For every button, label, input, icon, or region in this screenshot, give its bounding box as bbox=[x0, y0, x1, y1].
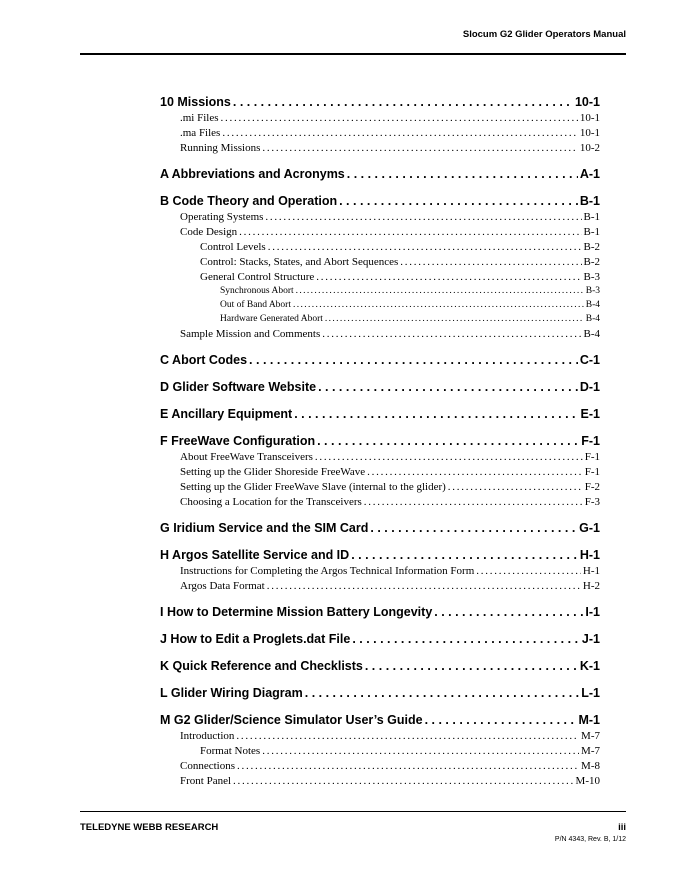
toc-entry-title: Hardware Generated Abort bbox=[220, 314, 323, 324]
toc-entry-page: F-1 bbox=[584, 451, 600, 463]
toc-entry-title: J How to Edit a Proglets.dat File bbox=[160, 632, 351, 646]
toc-entry-title: General Control Structure bbox=[200, 271, 315, 283]
toc-entry-level-1[interactable] bbox=[160, 434, 600, 451]
toc-entry-page: L-1 bbox=[581, 686, 600, 700]
toc-entry-level-3[interactable] bbox=[160, 256, 600, 271]
toc-entry-page: B-4 bbox=[585, 300, 600, 310]
toc-entry-page: B-1 bbox=[579, 194, 600, 208]
toc-dot-leader bbox=[267, 580, 581, 592]
toc-dot-leader bbox=[370, 521, 577, 535]
toc-entry-page: D-1 bbox=[579, 380, 600, 394]
toc-entry-title: Synchronous Abort bbox=[220, 286, 294, 296]
toc-entry-page: B-2 bbox=[583, 241, 600, 253]
toc-entry-page: F-1 bbox=[584, 466, 600, 478]
toc-dot-leader bbox=[347, 167, 578, 181]
toc-entry-title: Sample Mission and Comments bbox=[180, 328, 321, 340]
toc-dot-leader bbox=[222, 127, 577, 139]
header-rule bbox=[80, 53, 626, 55]
toc-entry-page: F-2 bbox=[584, 481, 600, 493]
toc-entry-level-2[interactable] bbox=[160, 127, 600, 142]
toc-entry-level-2[interactable] bbox=[160, 466, 600, 481]
toc-entry-title: I How to Determine Mission Battery Longevity bbox=[160, 605, 433, 619]
toc-entry-title: Setting up the Glider Shoreside FreeWave bbox=[180, 466, 366, 478]
toc-dot-leader bbox=[448, 481, 583, 493]
toc-dot-leader bbox=[434, 605, 583, 619]
toc-dot-leader bbox=[221, 112, 578, 124]
toc-dot-leader bbox=[294, 407, 578, 421]
toc-entry-level-1[interactable] bbox=[160, 521, 600, 538]
toc-entry-title: Instructions for Completing the Argos Technical Information Form bbox=[180, 565, 475, 577]
toc-entry-level-1[interactable] bbox=[160, 605, 600, 622]
toc-dot-leader bbox=[316, 271, 581, 283]
footer-company: TELEDYNE WEBB RESEARCH bbox=[80, 822, 219, 833]
toc-entry-page: M-1 bbox=[578, 713, 600, 727]
toc-entry-level-3[interactable] bbox=[160, 745, 600, 760]
toc-dot-leader bbox=[365, 659, 578, 673]
toc-dot-leader bbox=[325, 314, 584, 324]
toc-dot-leader bbox=[317, 434, 579, 448]
toc-dot-leader bbox=[293, 300, 584, 310]
toc-entry-title: G Iridium Service and the SIM Card bbox=[160, 521, 369, 535]
toc-entry-title: Operating Systems bbox=[180, 211, 264, 223]
toc-entry-page: M-10 bbox=[575, 775, 600, 787]
toc-dot-leader bbox=[364, 496, 583, 508]
toc-entry-title: Argos Data Format bbox=[180, 580, 265, 592]
toc-entry-level-2[interactable] bbox=[160, 481, 600, 496]
toc-entry-page: B-2 bbox=[583, 256, 600, 268]
toc-entry-page: B-4 bbox=[585, 314, 600, 324]
toc-entry-title: 10 Missions bbox=[160, 95, 231, 109]
toc-entry-title: A Abbreviations and Acronyms bbox=[160, 167, 345, 181]
toc-dot-leader bbox=[351, 548, 578, 562]
toc-entry-level-4[interactable] bbox=[160, 286, 600, 300]
toc-dot-leader bbox=[265, 211, 581, 223]
toc-entry-title: B Code Theory and Operation bbox=[160, 194, 338, 208]
toc-entry-title: D Glider Software Website bbox=[160, 380, 317, 394]
toc-entry-page: F-1 bbox=[581, 434, 600, 448]
toc-entry-title: Control: Stacks, States, and Abort Sequences bbox=[200, 256, 399, 268]
footer-rule bbox=[80, 811, 626, 812]
table-of-contents bbox=[160, 95, 600, 790]
toc-entry-title: L Glider Wiring Diagram bbox=[160, 686, 303, 700]
toc-dot-leader bbox=[268, 241, 582, 253]
toc-entry-page: H-1 bbox=[582, 565, 600, 577]
toc-dot-leader bbox=[367, 466, 583, 478]
toc-entry-level-3[interactable] bbox=[160, 271, 600, 286]
toc-entry-title: Control Levels bbox=[200, 241, 266, 253]
toc-dot-leader bbox=[262, 142, 577, 154]
toc-entry-title: E Ancillary Equipment bbox=[160, 407, 293, 421]
toc-dot-leader bbox=[315, 451, 583, 463]
toc-entry-level-2[interactable] bbox=[160, 211, 600, 226]
toc-dot-leader bbox=[339, 194, 578, 208]
toc-entry-level-2[interactable] bbox=[160, 496, 600, 511]
toc-entry-level-1[interactable] bbox=[160, 686, 600, 703]
footer-part-number: P/N 4343, Rev. B, 1/12 bbox=[554, 836, 626, 843]
toc-entry-level-1[interactable] bbox=[160, 380, 600, 397]
toc-entry-level-1[interactable] bbox=[160, 659, 600, 676]
toc-entry-title: C Abort Codes bbox=[160, 353, 248, 367]
toc-entry-page: I-1 bbox=[585, 605, 600, 619]
toc-entry-level-1[interactable] bbox=[160, 548, 600, 565]
toc-entry-title: M G2 Glider/Science Simulator User’s Guide bbox=[160, 713, 423, 727]
toc-entry-title: About FreeWave Transceivers bbox=[180, 451, 313, 463]
toc-dot-leader bbox=[476, 565, 581, 577]
toc-entry-title: K Quick Reference and Checklists bbox=[160, 659, 363, 673]
toc-entry-level-2[interactable] bbox=[160, 328, 600, 343]
toc-entry-level-3[interactable] bbox=[160, 241, 600, 256]
footer-page-number: iii bbox=[618, 822, 626, 833]
toc-entry-page: M-8 bbox=[581, 760, 600, 772]
toc-dot-leader bbox=[233, 95, 573, 109]
toc-dot-leader bbox=[305, 686, 580, 700]
toc-entry-page: B-1 bbox=[583, 226, 600, 238]
toc-entry-level-1[interactable] bbox=[160, 632, 600, 649]
toc-entry-page: F-3 bbox=[584, 496, 600, 508]
toc-entry-level-2[interactable] bbox=[160, 565, 600, 580]
toc-entry-page: B-4 bbox=[583, 328, 600, 340]
toc-entry-page: B-3 bbox=[585, 286, 600, 296]
toc-dot-leader bbox=[233, 775, 574, 787]
toc-entry-level-1[interactable] bbox=[160, 407, 600, 424]
toc-entry-title: Out of Band Abort bbox=[220, 300, 291, 310]
toc-dot-leader bbox=[236, 730, 579, 742]
toc-dot-leader bbox=[296, 286, 584, 296]
toc-entry-level-2[interactable] bbox=[160, 226, 600, 241]
toc-entry-title: .mi Files bbox=[180, 112, 219, 124]
toc-entry-title: .ma Files bbox=[180, 127, 221, 139]
toc-entry-page: H-2 bbox=[582, 580, 600, 592]
toc-entry-page: B-3 bbox=[583, 271, 600, 283]
toc-entry-page: B-1 bbox=[583, 211, 600, 223]
toc-entry-level-2[interactable] bbox=[160, 775, 600, 790]
toc-dot-leader bbox=[249, 353, 578, 367]
toc-entry-page: 10-1 bbox=[574, 95, 600, 109]
toc-entry-level-1[interactable] bbox=[160, 194, 600, 211]
toc-entry-level-2[interactable] bbox=[160, 451, 600, 466]
toc-entry-page: K-1 bbox=[579, 659, 600, 673]
toc-entry-level-2[interactable] bbox=[160, 730, 600, 745]
toc-entry-title: H Argos Satellite Service and ID bbox=[160, 548, 350, 562]
toc-entry-title: Running Missions bbox=[180, 142, 261, 154]
toc-entry-level-1[interactable] bbox=[160, 167, 600, 184]
toc-entry-level-2[interactable] bbox=[160, 112, 600, 127]
toc-dot-leader bbox=[400, 256, 581, 268]
toc-entry-page: E-1 bbox=[580, 407, 600, 421]
toc-entry-title: Setting up the Glider FreeWave Slave (internal to the glider) bbox=[180, 481, 446, 493]
toc-entry-level-1[interactable] bbox=[160, 353, 600, 370]
toc-dot-leader bbox=[237, 760, 579, 772]
toc-entry-page: M-7 bbox=[581, 745, 600, 757]
toc-entry-level-1[interactable] bbox=[160, 95, 600, 112]
toc-dot-leader bbox=[239, 226, 581, 238]
toc-entry-level-2[interactable] bbox=[160, 580, 600, 595]
toc-entry-title: Format Notes bbox=[200, 745, 261, 757]
running-header-title: Slocum G2 Glider Operators Manual bbox=[462, 29, 626, 40]
toc-entry-page: A-1 bbox=[579, 167, 600, 181]
toc-entry-page: C-1 bbox=[579, 353, 600, 367]
toc-entry-page: M-7 bbox=[581, 730, 600, 742]
toc-entry-page: G-1 bbox=[579, 521, 600, 535]
toc-entry-title: Code Design bbox=[180, 226, 238, 238]
toc-entry-page: 10-2 bbox=[579, 142, 600, 154]
toc-entry-page: 10-1 bbox=[579, 127, 600, 139]
toc-dot-leader bbox=[322, 328, 581, 340]
toc-entry-level-2[interactable] bbox=[160, 142, 600, 157]
toc-entry-title: Choosing a Location for the Transceivers bbox=[180, 496, 362, 508]
toc-entry-title: Introduction bbox=[180, 730, 235, 742]
toc-entry-page: J-1 bbox=[581, 632, 600, 646]
toc-entry-title: F FreeWave Configuration bbox=[160, 434, 316, 448]
toc-entry-level-2[interactable] bbox=[160, 760, 600, 775]
toc-dot-leader bbox=[425, 713, 577, 727]
toc-entry-title: Connections bbox=[180, 760, 235, 772]
toc-entry-title: Front Panel bbox=[180, 775, 232, 787]
toc-entry-level-4[interactable] bbox=[160, 314, 600, 328]
toc-entry-level-1[interactable] bbox=[160, 713, 600, 730]
toc-dot-leader bbox=[318, 380, 578, 394]
toc-entry-level-4[interactable] bbox=[160, 300, 600, 314]
toc-entry-page: 10-1 bbox=[579, 112, 600, 124]
toc-dot-leader bbox=[262, 745, 579, 757]
toc-dot-leader bbox=[352, 632, 580, 646]
toc-entry-page: H-1 bbox=[579, 548, 600, 562]
